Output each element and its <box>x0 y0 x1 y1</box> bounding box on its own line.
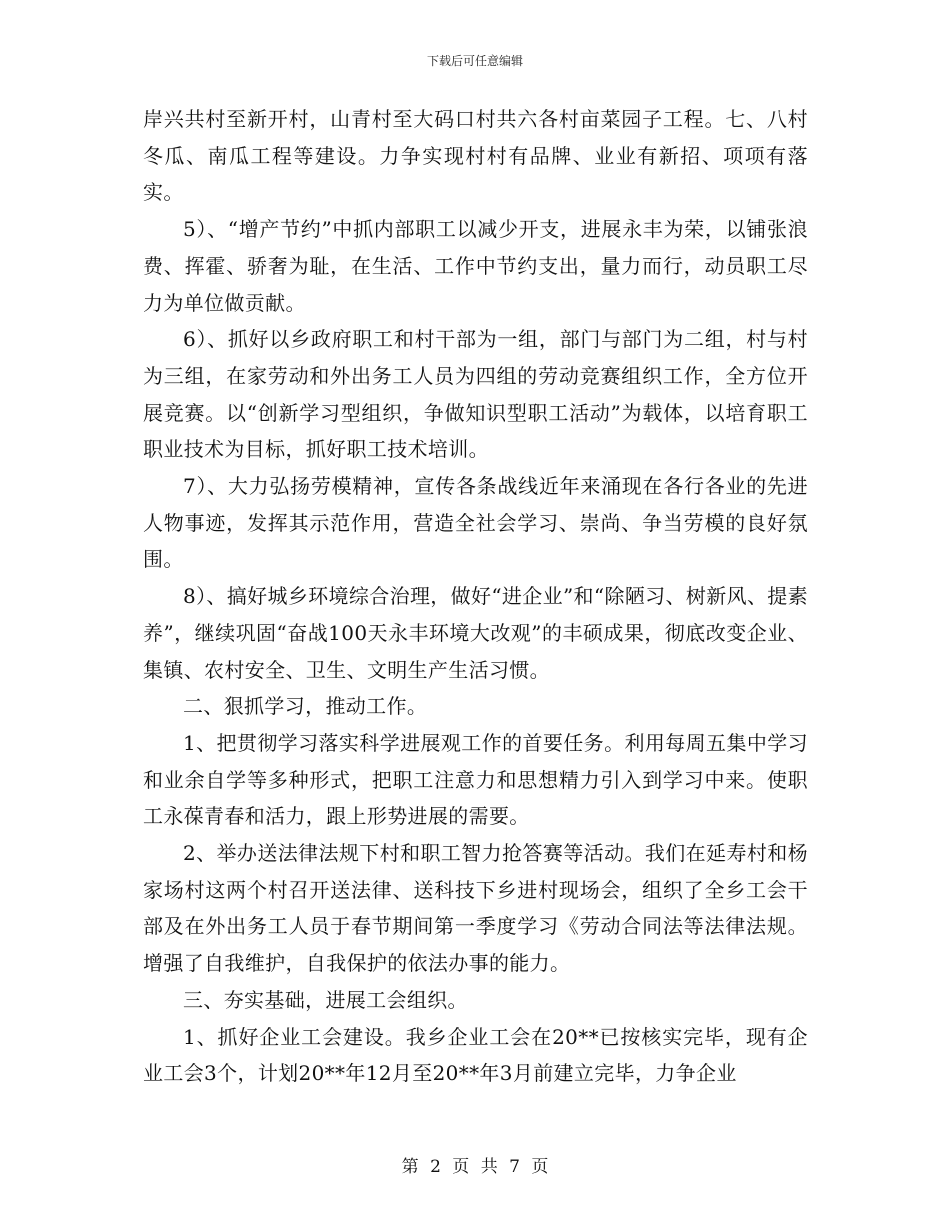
paragraph-10: 1、抓好企业工会建设。我乡企业工会在20**已按核实完毕，现有企业工会3个，计划20**年12月至20**年3月前建立完毕，力争企业 <box>143 1024 808 1086</box>
page-footer: 第 2 页 共 7 页 <box>401 1157 549 1177</box>
paragraph-1: 岸兴共村至新开村，山青村至大码口村共六各村亩菜园子工程。七、八村冬瓜、南瓜工程等建设。力争实现村村有品牌、业业有新招、项项有落实。 <box>143 107 808 205</box>
paragraph-5: 8）、搞好城乡环境综合治理，做好“进企业”和“除陋习、树新风、提素养”，继续巩固“奋战100天永丰环境大改观”的丰硕成果，彻底改变企业、集镇、农村安全、卫生、文明生产生活习惯。 <box>143 584 808 682</box>
paragraph-4: 7）、大力弘扬劳模精神，宣传各条战线近年来涌现在各行各业的先进人物事迹，发挥其示范作用，营造全社会学习、崇尚、争当劳模的良好氛围。 <box>143 474 808 572</box>
paragraph-2: 5）、“增产节约”中抓内部职工以减少开支，进展永丰为荣，以铺张浪费、挥霍、骄奢为耻，在生活、工作中节约支出，量力而行，动员职工尽力为单位做贡献。 <box>143 217 808 315</box>
document-body <box>143 101 808 1092</box>
page-header: 下载后可任意编辑 <box>426 54 523 68</box>
section-heading-3: 三、夯实基础，进展工会组织。 <box>183 987 468 1012</box>
paragraph-3: 6）、抓好以乡政府职工和村干部为一组，部门与部门为二组，村与村为三组，在家劳动和外出务工人员为四组的劳动竞赛组织工作，全方位开展竞赛。以“创新学习型组织，争做知识型职工活动”为载体，以培育职工职业技术为目标，抓好职工技术培训。 <box>143 327 808 462</box>
paragraph-7: 1、把贯彻学习落实科学进展观工作的首要任务。利用每周五集中学习和业余自学等多种形式，把职工注意力和思想精力引入到学习中来。使职工永葆青春和活力，跟上形势进展的需要。 <box>143 730 808 829</box>
paragraph-8: 2、举办送法律法规下村和职工智力抢答赛等活动。我们在延寿村和杨家场村这两个村召开送法律、送科技下乡进村现场会，组织了全乡工会干部及在外出务工人员于春节期间第一季度学习《劳动合同法等法律法规。增强了自我维护，自我保护的依法办事的能力。 <box>143 841 808 976</box>
section-heading-2: 二、狠抓学习，推动工作。 <box>183 694 428 719</box>
